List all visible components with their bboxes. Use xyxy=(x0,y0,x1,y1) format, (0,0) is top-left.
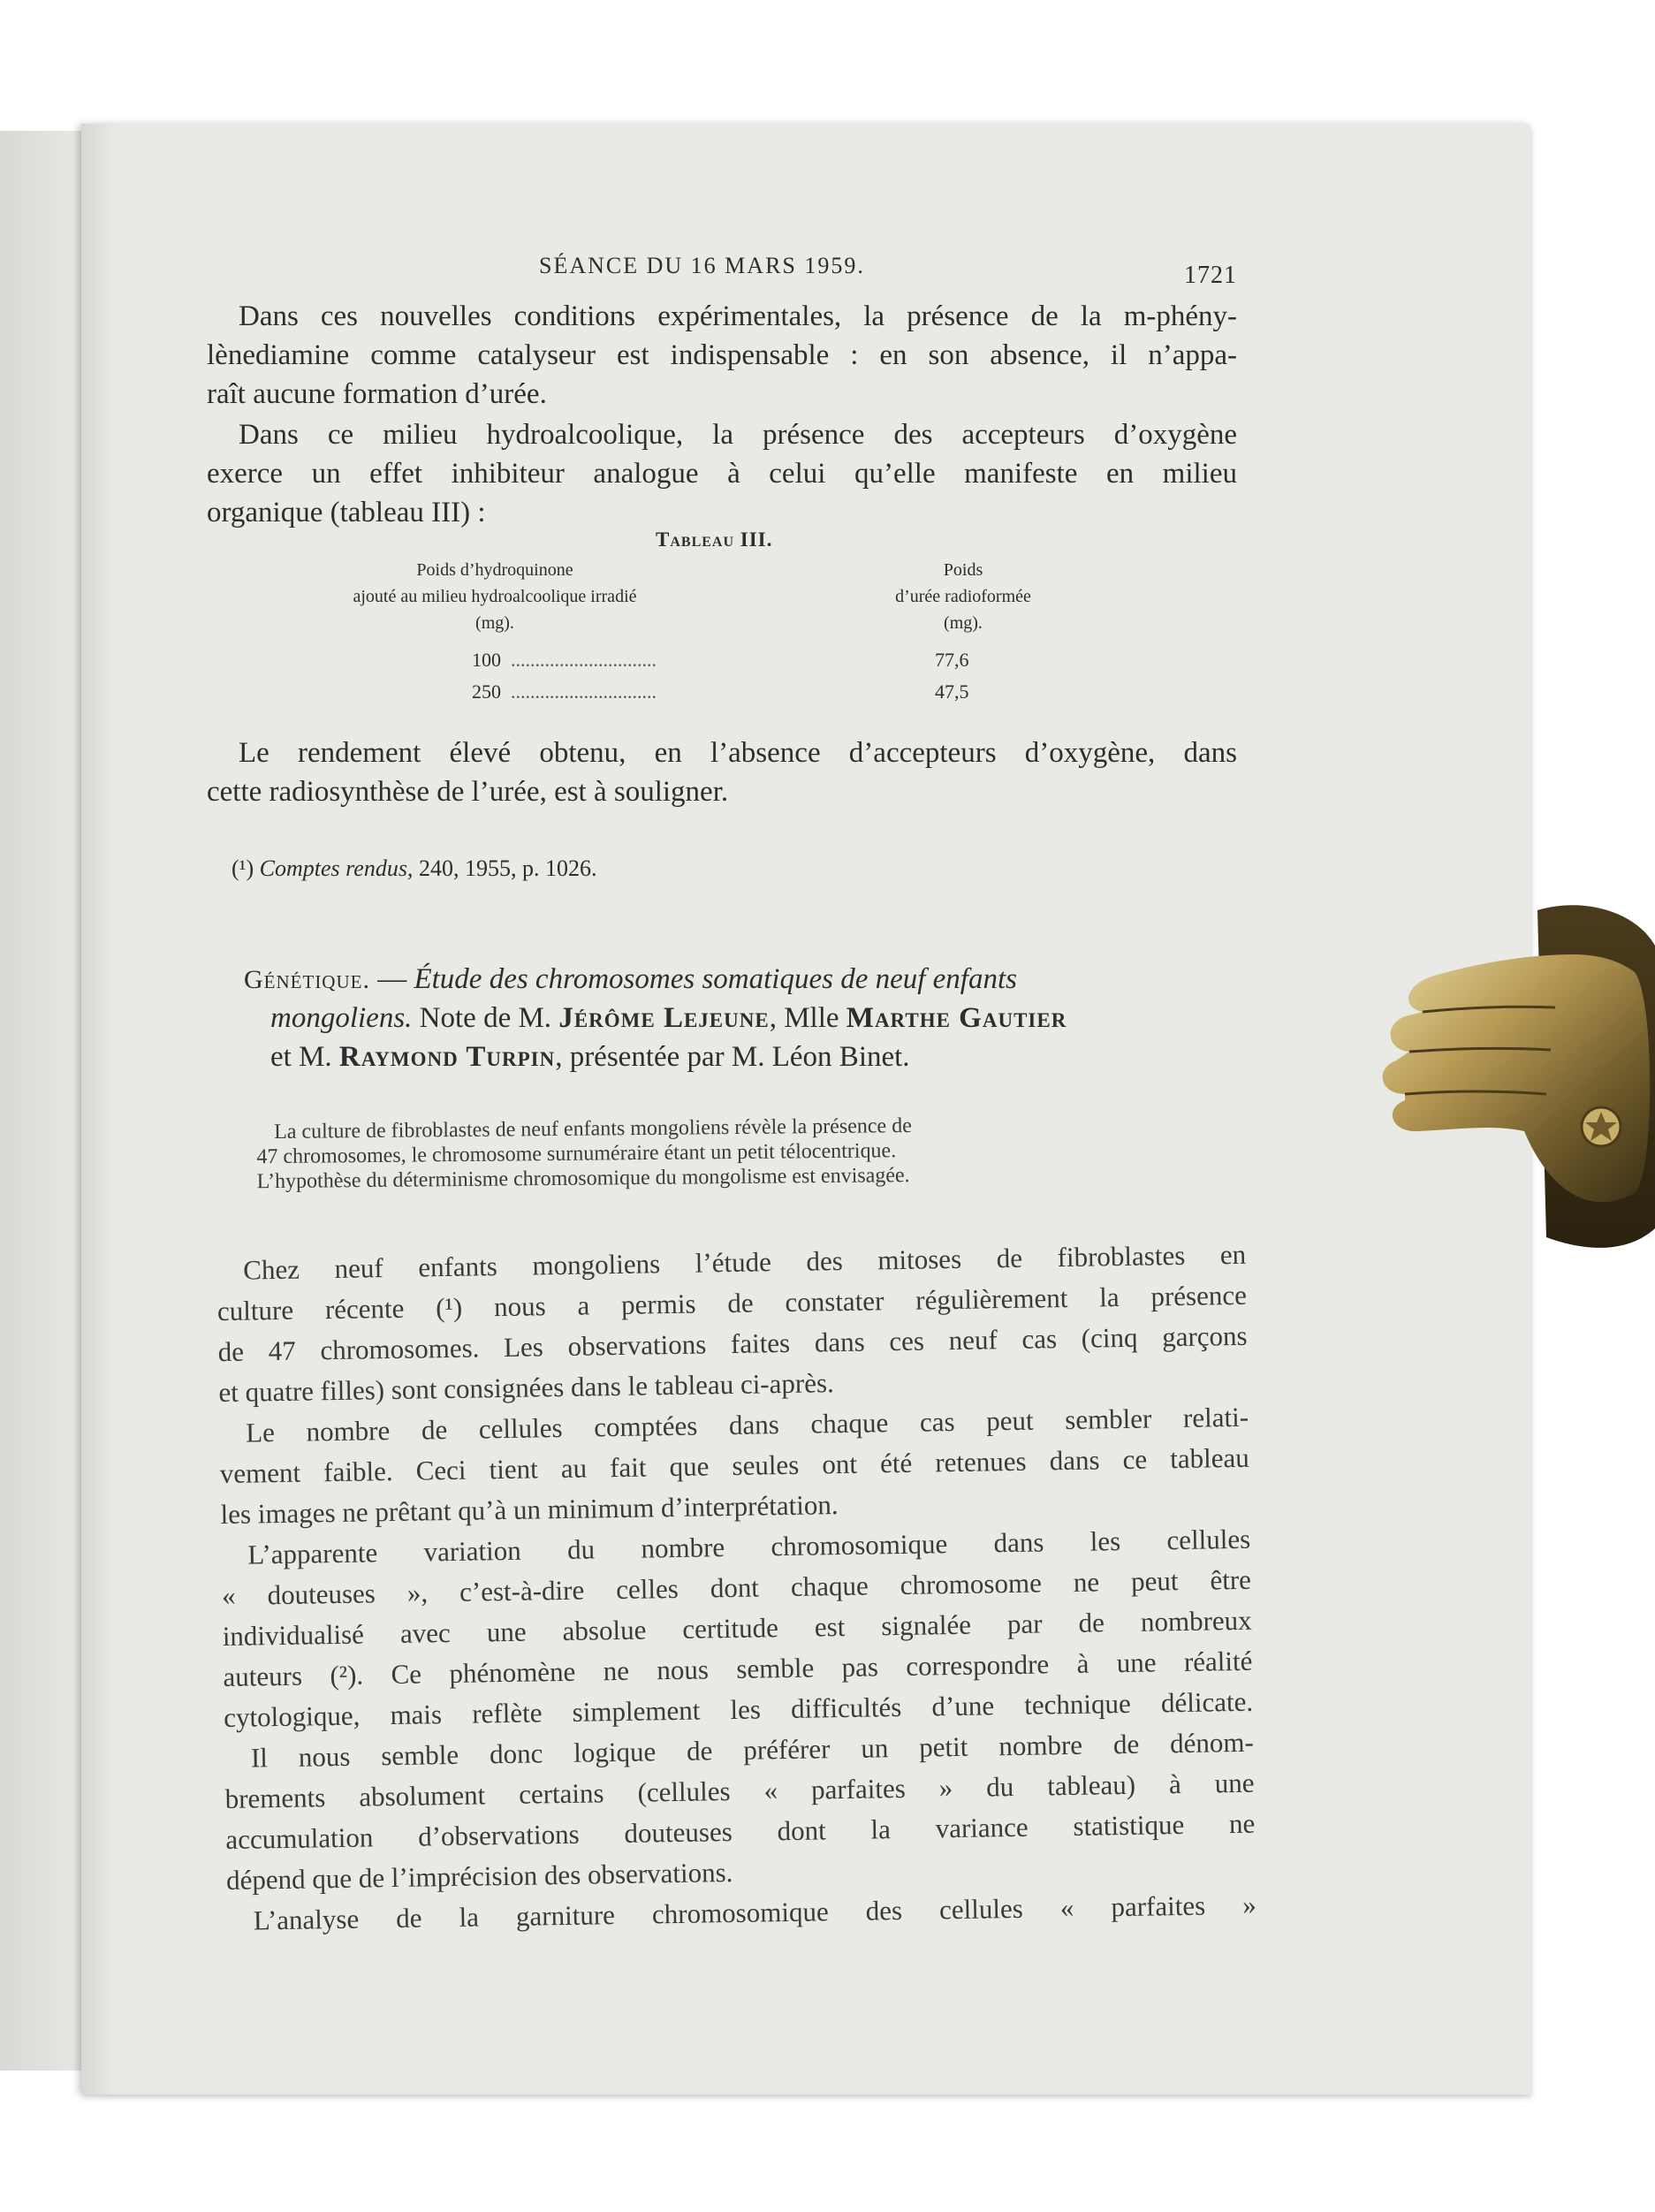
body-line-11: auteurs (²). Ce phénomène ne nous semble pas correspondre à une réalité xyxy=(223,1645,1253,1693)
body-line-1: Chez neuf enfants mongoliens l’étude des mitoses de fibroblastes en xyxy=(242,1238,1247,1286)
table-row-2-leader: .............................. xyxy=(511,680,657,703)
mlle: Mlle xyxy=(784,1002,839,1034)
abstract-line1: La culture de fibroblastes de neuf enfants mongoliens révèle la présence de xyxy=(274,1114,912,1144)
author-lejeune: Jérôme Lejeune xyxy=(558,1002,770,1034)
body-line-4: et quatre filles) sont consignées dans le tableau ci-après. xyxy=(218,1367,835,1409)
footnote-ref: 240, 1955, p. 1026. xyxy=(418,855,597,881)
presentee-par: , présentée par M. Léon Binet. xyxy=(555,1041,910,1073)
page-number: 1721 xyxy=(1184,262,1237,289)
intro-p2-line1: Dans ce milieu hydroalcoolique, la présence des accepteurs d’oxygène xyxy=(239,419,1237,451)
body-line-12: cytologique, mais reflète simplement les difficultés d’une technique délicate. xyxy=(223,1685,1254,1734)
table-row-1-right: 77,6 xyxy=(935,649,969,671)
body-line-9: « douteuses », c’est-à-dire celles dont chaque chromosome ne peut être xyxy=(221,1563,1252,1612)
body-line-7: les images ne prêtant qu’à un minimum d’interprétation. xyxy=(220,1489,839,1531)
body-line-2: culture récente (¹) nous a permis de constater régulièrement la présence xyxy=(216,1279,1248,1327)
table-col1-header-line3: (mg). xyxy=(475,613,514,633)
body-line-17: L’analyse de la garniture chromosomique des cellules « parfaites » xyxy=(253,1889,1256,1936)
article-title-line2: mongoliens. xyxy=(270,1002,413,1034)
table-col2-header-line2: d’urée radioformée xyxy=(895,587,1031,606)
body-line-6: vement faible. Ceci tient au fait que seules ont été retenues dans ce tableau xyxy=(219,1441,1250,1490)
body-line-5: Le nombre de cellules comptées dans chaque cas peut sembler relati- xyxy=(245,1401,1249,1448)
section-dash: — xyxy=(377,963,407,995)
abstract-line2: 47 chromosomes, le chromosome surnuméraire étant un petit télocentrique. xyxy=(256,1139,897,1169)
intro-p1-line2: lènediamine comme catalyseur est indispensable : en son absence, il n’appa- xyxy=(207,339,1237,371)
table-row-1-left: 100 xyxy=(472,649,501,671)
body-line-10: individualisé avec une absolue certitude est signalée par de nombreux xyxy=(222,1604,1252,1653)
intro-p2-line3: organique (tableau III) : xyxy=(207,497,486,528)
et-m: et M. xyxy=(270,1041,332,1073)
table-row-2-right: 47,5 xyxy=(935,680,969,703)
intro-p1-line1: Dans ces nouvelles conditions expérimentales, la présence de la m-phény- xyxy=(239,300,1237,332)
footnote xyxy=(232,855,596,882)
brass-hand-clip xyxy=(1370,893,1655,1264)
intro-p2-line2: exerce un effet inhibiteur analogue à celui qu’elle manifeste en milieu xyxy=(207,458,1237,490)
footnote-title: Comptes rendus, xyxy=(259,855,414,881)
body-line-15: accumulation d’observations douteuses dont la variance statistique ne xyxy=(225,1807,1256,1855)
running-head: SÉANCE DU 16 MARS 1959. xyxy=(539,253,865,278)
intro-p1-line3: raît aucune formation d’urée. xyxy=(207,378,547,410)
author-turpin: Raymond Turpin xyxy=(338,1041,556,1073)
article-heading-line3 xyxy=(270,1041,910,1074)
body-line-14: brements absolument certains (cellules « parfaites » du tableau) à une xyxy=(224,1767,1255,1815)
table-row-2-left: 250 xyxy=(472,680,501,703)
page-gutter-shadow xyxy=(81,124,117,2094)
conclusion-line2: cette radiosynthèse de l’urée, est à souligner. xyxy=(207,776,729,808)
body-line-13: Il nous semble donc logique de préférer un petit nombre de dénom- xyxy=(250,1726,1255,1774)
table-row-1-leader: .............................. xyxy=(511,649,657,671)
article-heading-line1 xyxy=(244,963,1017,996)
conclusion-line1: Le rendement élevé obtenu, en l’absence d’accepteurs d’oxygène, dans xyxy=(239,737,1237,769)
footnote-mark: (¹) xyxy=(232,855,254,881)
body-line-16: dépend que de l’imprécision des observations. xyxy=(225,1856,733,1896)
table-col2-header-line1: Poids xyxy=(943,560,983,580)
abstract-line3: L’hypothèse du déterminisme chromosomique du mongolisme est envisagée. xyxy=(256,1164,910,1194)
table-col1-header-line1: Poids d’hydroquinone xyxy=(416,560,573,580)
table-col2-header-line3: (mg). xyxy=(944,613,983,633)
body-line-3: de 47 chromosomes. Les observations faites dans ces neuf cas (cinq garçons xyxy=(217,1319,1248,1368)
section-label: Génétique. xyxy=(244,965,370,994)
article-title-line1: Étude des chromosomes somatiques de neuf enfants xyxy=(414,963,1017,995)
article-heading-line2: mongoliens. Note de M. Jérôme Lejeune, Mlle Marthe Gautier xyxy=(270,1002,1067,1034)
table-col1-header-line2: ajouté au milieu hydroalcoolique irradié xyxy=(353,587,637,606)
author-gautier: Marthe Gautier xyxy=(846,1002,1067,1034)
body-line-8: L’apparente variation du nombre chromosomique dans les cellules xyxy=(247,1523,1251,1570)
table-title: Tableau III. xyxy=(656,528,773,551)
note-de: Note de M. xyxy=(419,1002,552,1034)
